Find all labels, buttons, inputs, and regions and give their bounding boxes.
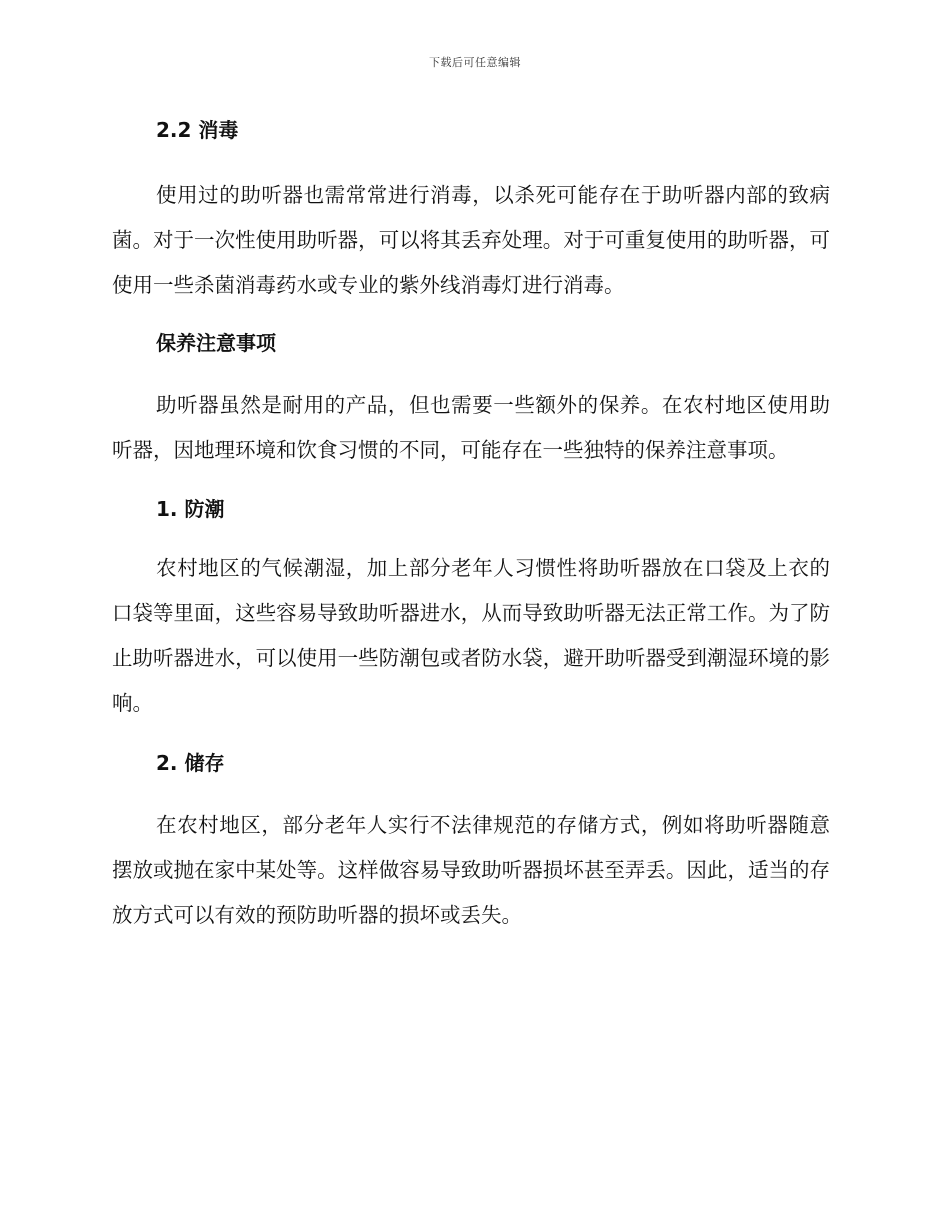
section-heading-moisture-proof: 1. 防潮 bbox=[156, 497, 225, 521]
section-heading-maintenance-notes: 保养注意事项 bbox=[156, 331, 276, 355]
page-header: 下载后可任意编辑 bbox=[429, 56, 521, 69]
paragraph-storage: 在农村地区，部分老年人实行不法律规范的存储方式，例如将助听器随意摆放或抛在家中某处等。这样做容易导致助听器损坏甚至弄丢。因此，适当的存放方式可以有效的预防助听器的损坏或丢失。 bbox=[112, 813, 830, 927]
paragraph-maintenance-notes: 助听器虽然是耐用的产品，但也需要一些额外的保养。在农村地区使用助听器，因地理环境和饮食习惯的不同，可能存在一些独特的保养注意事项。 bbox=[112, 393, 830, 462]
section-heading-disinfection: 2.2 消毒 bbox=[156, 118, 239, 142]
paragraph-disinfection: 使用过的助听器也需常常进行消毒，以杀死可能存在于助听器内部的致病菌。对于一次性使用助听器，可以将其丢弃处理。对于可重复使用的助听器，可使用一些杀菌消毒药水或专业的紫外线消毒灯进行消毒。 bbox=[112, 183, 830, 297]
document-body bbox=[112, 108, 830, 938]
paragraph-moisture-proof: 农村地区的气候潮湿，加上部分老年人习惯性将助听器放在口袋及上衣的口袋等里面，这些容易导致助听器进水，从而导致助听器无法正常工作。为了防止助听器进水，可以使用一些防潮包或者防水袋，避开助听器受到潮湿环境的影响。 bbox=[112, 556, 830, 715]
section-heading-storage: 2. 储存 bbox=[156, 751, 225, 775]
